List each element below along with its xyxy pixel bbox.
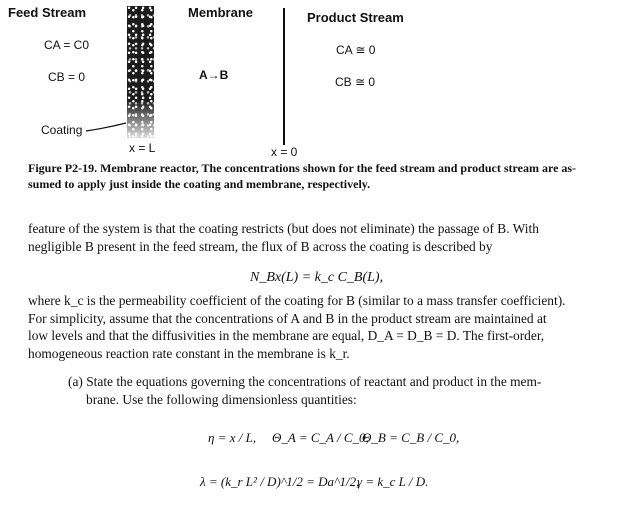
coating-fade [127,100,154,138]
feed-cb-value: CB = 0 [48,70,86,84]
para2-line1: where k_c is the permeability coefficient of the coating for B (similar to a mass transfer coefficient). [28,293,566,308]
para2-line3: low levels and that the diffusivities in the membrane are equal, D_A = D_B = D. The first-order, [28,328,545,343]
para2-line4: homogeneous reaction rate constant in the membrane is k_r. [28,345,350,361]
item-a-line1: (a) State the equations governing the concentrations of reactant and product in the mem- [68,374,542,389]
para1-line2: negligible B present in the feed stream, the flux of B across the coating is described by [28,238,493,254]
eta-definition: η = x / L, [208,430,257,445]
feed-ca-value: CA = C0 [44,38,90,52]
coating-label: Coating [41,123,83,137]
item-a-line2: brane. Use the following dimensionless quantities: [86,391,357,407]
figure-caption [28,160,576,192]
product-stream-label: Product Stream [307,10,404,25]
product-ca-value: CA ≅ 0 [336,43,376,57]
coating-pointer [86,121,128,135]
caption-text-line1: Membrane reactor, The concentrations shown for the feed stream and product stream are as- [100,161,577,175]
membrane-label: Membrane [188,5,254,20]
para1-line1: feature of the system is that the coating restricts (but does not eliminate) the passage of B. With [28,221,539,236]
feed-stream-label: Feed Stream [8,5,87,20]
x-equals-0-label: x = 0 [271,145,298,159]
figure-number: Figure P2-19. [28,161,98,175]
theta-b-definition: Θ_B = C_B / C_0, [362,430,460,445]
product-cb-value: CB ≅ 0 [335,75,376,89]
lambda-definition: λ = (k_r L² / D)^1/2 = Da^1/2, [200,474,360,489]
paragraph-2 [28,292,566,362]
para2-line2: For simplicity, assume that the concentrations of A and B in the product stream are maintained at [28,310,547,326]
paragraph-1 [28,220,539,255]
gamma-definition: γ = k_c L / D. [357,474,429,489]
theta-a-definition: Θ_A = C_A / C_0, [272,430,369,445]
reaction-label: A→B [199,68,229,82]
x-equals-L-label: x = L [129,141,156,155]
caption-text-line2: sumed to apply just inside the coating and membrane, respectively. [28,177,371,191]
membrane-boundary-line [283,8,285,145]
question-a [68,373,541,408]
flux-equation: N_Bx(L) = k_c C_B(L), [250,270,384,285]
